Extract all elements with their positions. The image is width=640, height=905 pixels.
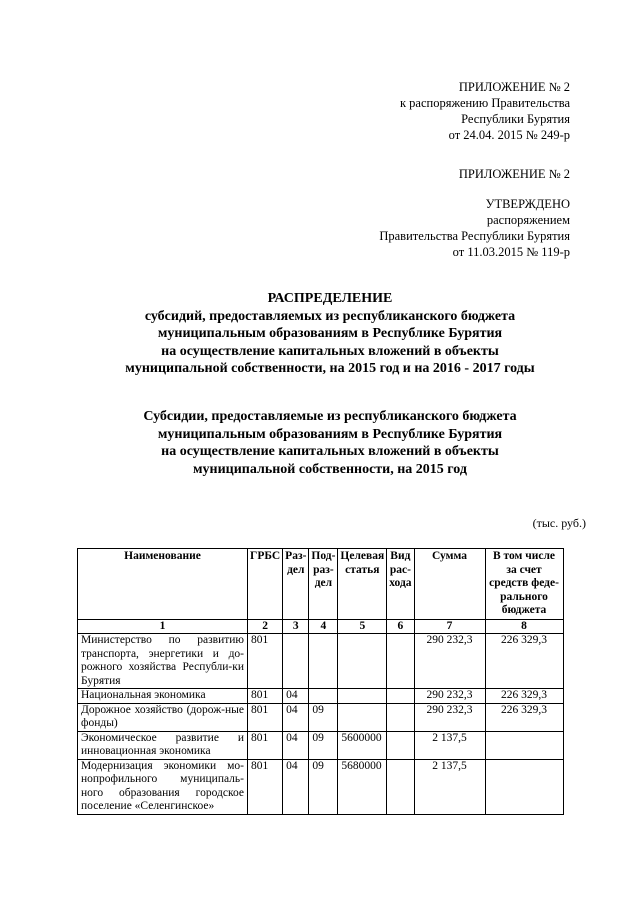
header-expense-type: Вид рас-хода (387, 549, 414, 620)
row-name: Национальная экономика (78, 689, 248, 704)
column-number: 5 (338, 619, 387, 634)
row-sum: 2 137,5 (414, 759, 485, 814)
title-line: муниципальным образованиям в Республике Бурятия (157, 326, 503, 341)
section-title-line: муниципальным образованиям в Республике Бурятия (157, 426, 503, 442)
header-sum: Сумма (414, 549, 485, 620)
row-podrazdel: 09 (309, 759, 338, 814)
section-title-line: муниципальной собственности, на 2015 год (192, 461, 467, 477)
row-federal (485, 731, 563, 759)
header-federal: В том числе за счет средств феде-рального бюджета (485, 549, 563, 620)
approval-stamp (379, 196, 570, 260)
row-name: Дорожное хозяйство (дорож-ные фонды) (78, 703, 248, 731)
annex-issuer: Республики Бурятия (461, 112, 570, 126)
table-row (78, 731, 564, 759)
title-line: субсидий, предоставляемых из республиканского бюджета (144, 308, 516, 324)
row-sum: 290 232,3 (414, 689, 485, 704)
row-expense-type (387, 689, 414, 704)
section-title-line: на осуществление капитальных вложений в объекты (161, 444, 499, 459)
annex-header-top (400, 79, 570, 143)
row-razdel (283, 634, 309, 689)
row-podrazdel: 09 (309, 703, 338, 731)
row-grbs: 801 (248, 703, 283, 731)
column-number: 3 (283, 619, 309, 634)
annex-date: от 24.04. 2015 № 249-р (448, 128, 570, 142)
row-razdel: 04 (283, 759, 309, 814)
column-number-row (78, 619, 564, 634)
row-grbs: 801 (248, 689, 283, 704)
column-number: 4 (309, 619, 338, 634)
table-row (78, 689, 564, 704)
column-number: 8 (485, 619, 563, 634)
table-header-row (78, 549, 564, 620)
header-name: Наименование (78, 549, 248, 620)
row-grbs: 801 (248, 634, 283, 689)
annex-reference: к распоряжению Правительства (399, 96, 570, 110)
row-target-article: 5680000 (338, 759, 387, 814)
row-razdel: 04 (283, 703, 309, 731)
row-name: Министерство по развитию транспорта, энергетики и до-рожного хозяйства Республи-ки Бурятия (78, 634, 248, 689)
document-title (60, 290, 600, 378)
title-line: на осуществление капитальных вложений в объекты (161, 343, 499, 359)
row-sum: 290 232,3 (414, 634, 485, 689)
row-target-article: 5600000 (338, 731, 387, 759)
annex-label-second: ПРИЛОЖЕНИЕ № 2 (458, 167, 570, 181)
units-label: (тыс. руб.) (532, 516, 586, 530)
row-sum: 290 232,3 (414, 703, 485, 731)
row-name: Модернизация экономики мо-нопрофильного муниципаль-ного образования городское поселение «Селенгинское» (78, 759, 248, 814)
table-row (78, 703, 564, 731)
row-target-article (338, 689, 387, 704)
row-grbs: 801 (248, 759, 283, 814)
row-podrazdel (309, 634, 338, 689)
table-row (78, 759, 564, 814)
row-expense-type (387, 634, 414, 689)
column-number: 2 (248, 619, 283, 634)
table-row (78, 634, 564, 689)
row-target-article (338, 634, 387, 689)
annex-label: ПРИЛОЖЕНИЕ № 2 (458, 80, 570, 94)
row-razdel: 04 (283, 689, 309, 704)
column-number: 1 (78, 619, 248, 634)
approved-date: от 11.03.2015 № 119-р (452, 245, 570, 259)
row-podrazdel (309, 689, 338, 704)
column-number: 7 (414, 619, 485, 634)
subsidy-table (77, 548, 564, 815)
row-expense-type (387, 759, 414, 814)
row-target-article (338, 703, 387, 731)
column-number: 6 (387, 619, 414, 634)
section-title (60, 408, 600, 478)
row-federal (485, 759, 563, 814)
row-podrazdel: 09 (309, 731, 338, 759)
approved-issuer: Правительства Республики Бурятия (379, 229, 570, 243)
approved-by: распоряжением (486, 213, 570, 227)
row-federal: 226 329,3 (485, 689, 563, 704)
title-line: муниципальной собственности, на 2015 год и на 2016 - 2017 годы (125, 361, 535, 376)
section-title-line: Субсидии, предоставляемые из республиканского бюджета (143, 409, 517, 424)
row-razdel: 04 (283, 731, 309, 759)
row-federal: 226 329,3 (485, 634, 563, 689)
header-grbs: ГРБС (248, 549, 283, 620)
header-razdel: Раз-дел (283, 549, 309, 620)
row-grbs: 801 (248, 731, 283, 759)
header-podrazdel: Под-раз-дел (309, 549, 338, 620)
row-name: Экономическое развитие и инновационная экономика (78, 731, 248, 759)
annex-header-second (459, 166, 570, 182)
row-expense-type (387, 731, 414, 759)
header-target-article: Целевая статья (338, 549, 387, 620)
row-expense-type (387, 703, 414, 731)
row-federal: 226 329,3 (485, 703, 563, 731)
approved-label: УТВЕРЖДЕНО (485, 197, 570, 211)
title-line: РАСПРЕДЕЛЕНИЕ (267, 291, 393, 306)
row-sum: 2 137,5 (414, 731, 485, 759)
